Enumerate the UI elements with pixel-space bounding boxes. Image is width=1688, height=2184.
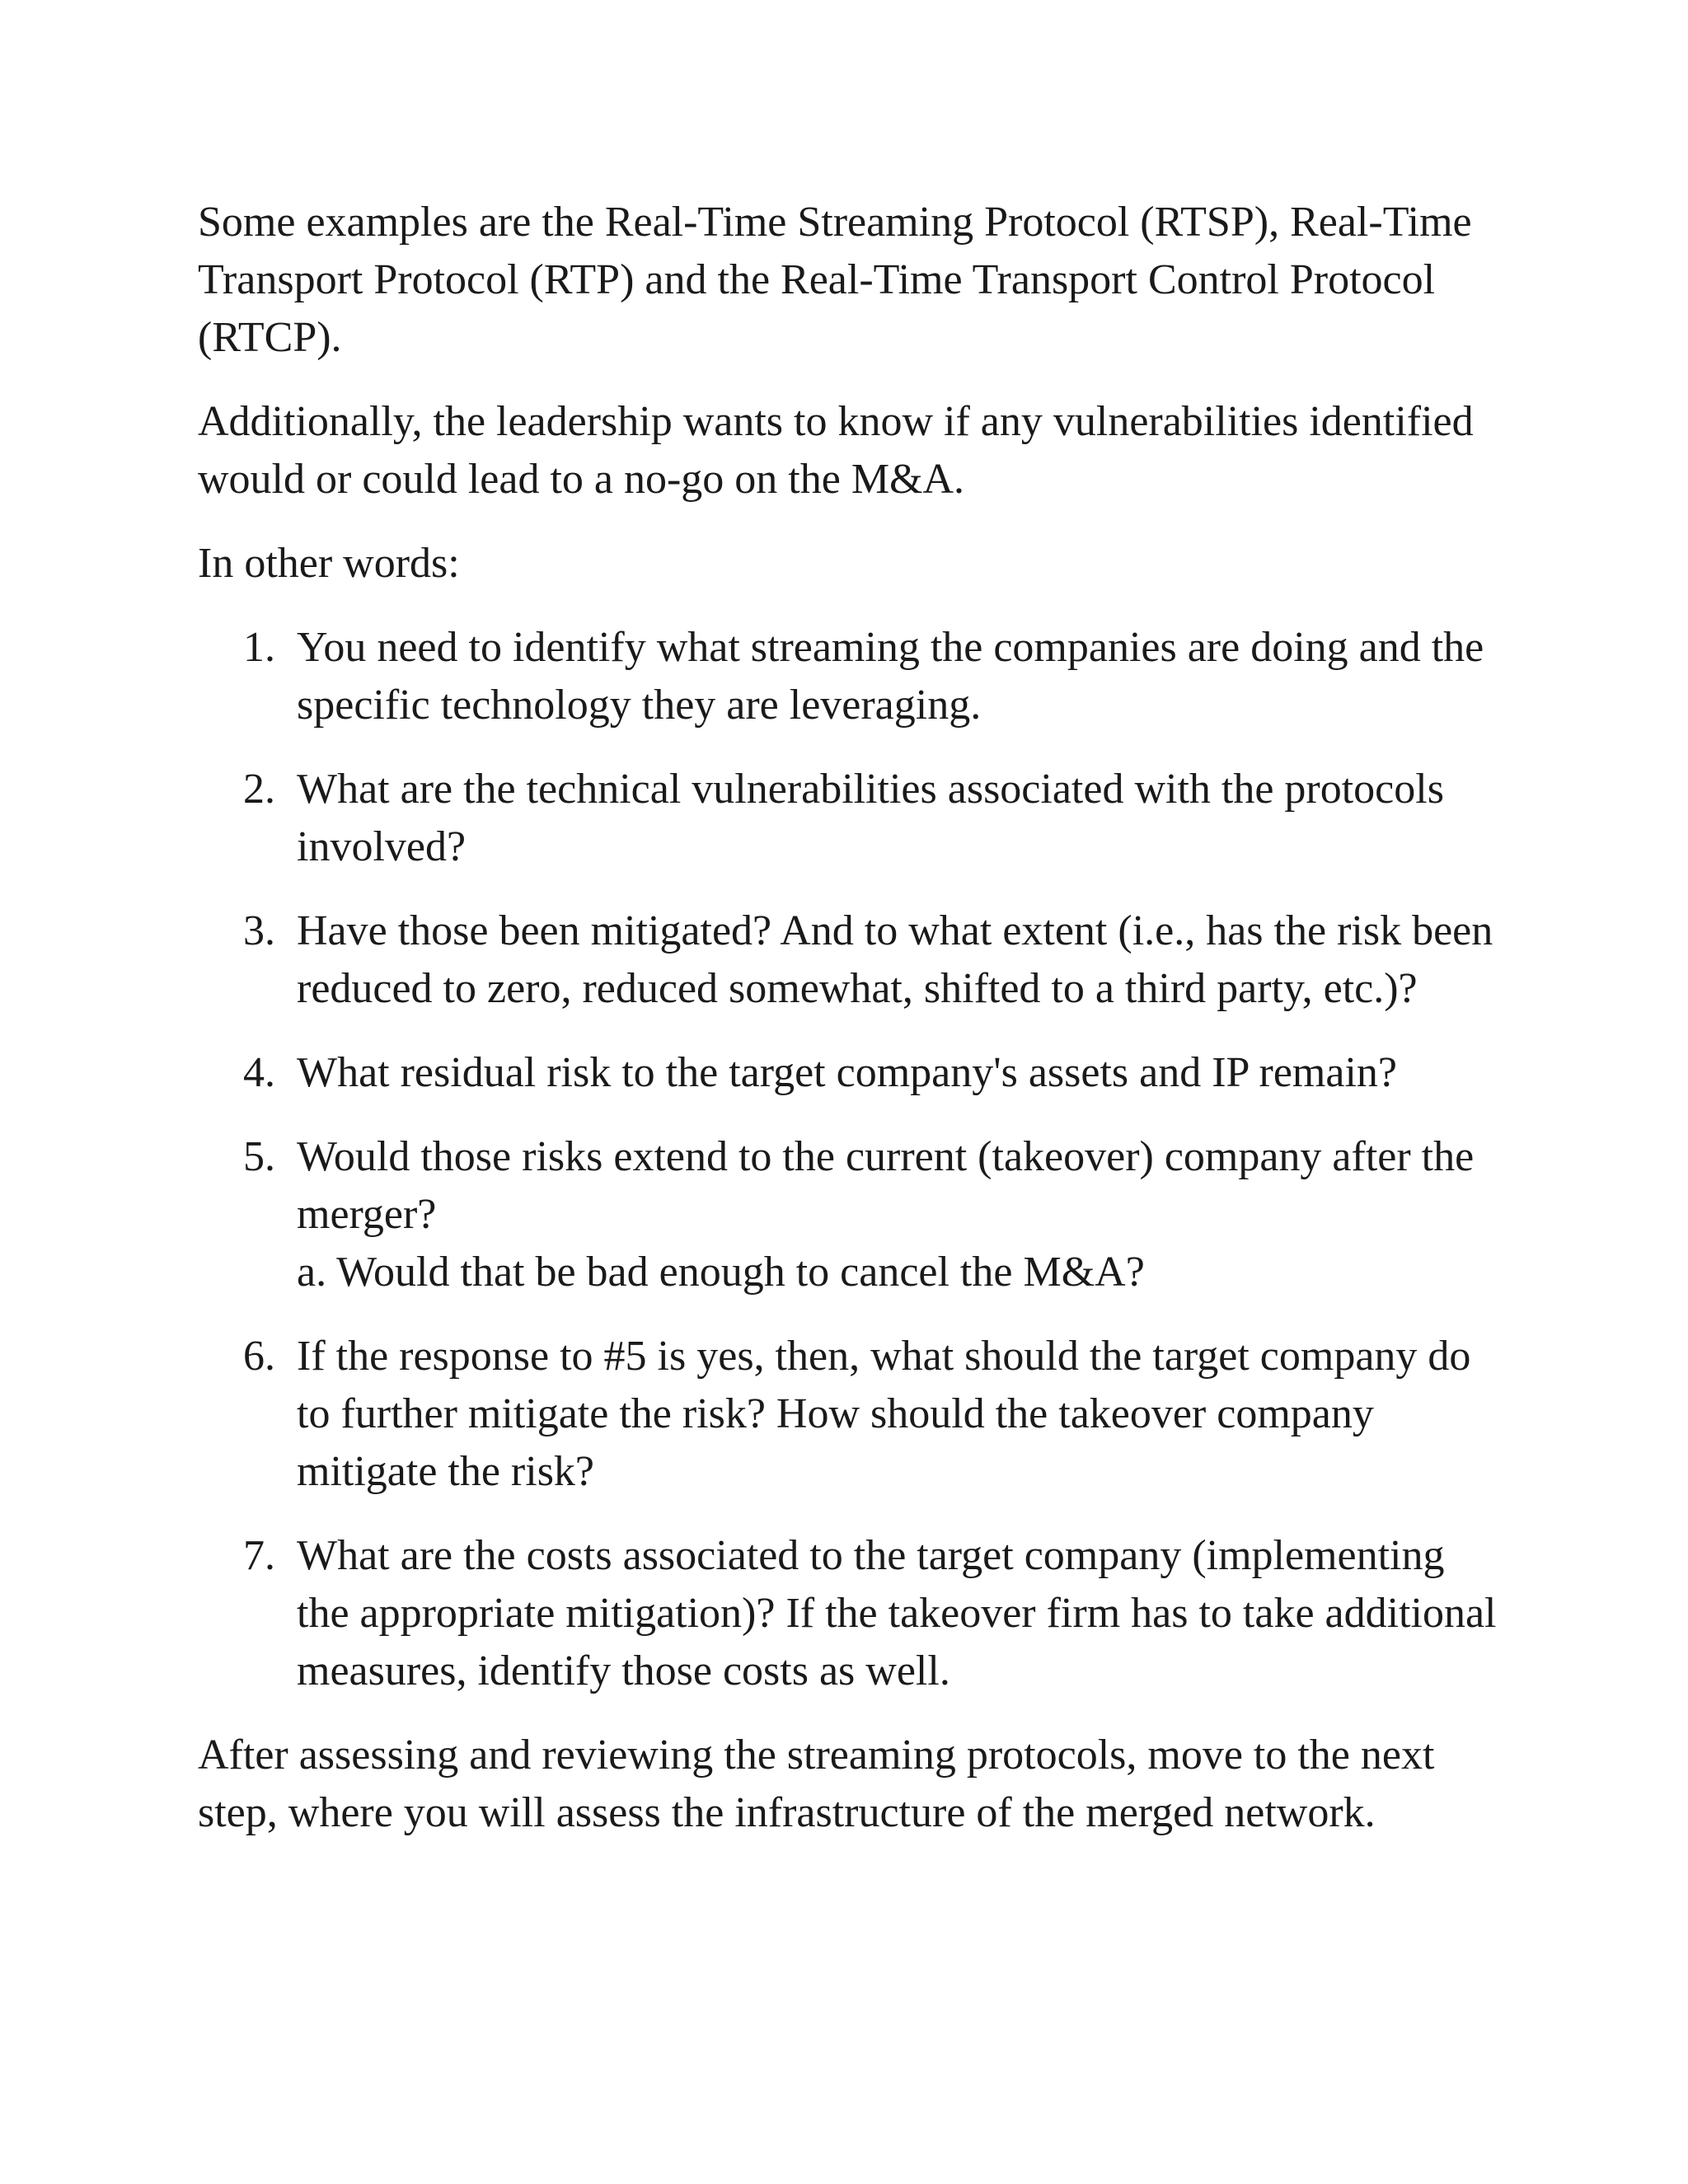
list-item-text: What are the technical vulnerabilities associated with the protocols involved? [297,766,1444,870]
list-item-text: Would those risks extend to the current (takeover) company after the merger? [297,1133,1475,1238]
list-item [198,1044,1504,1102]
list-item-text: What are the costs associated to the target company (implementing the appropriate mitigation)? If the takeover firm has to take additional measures, identify those costs as well. [297,1532,1497,1694]
list-item-text: You need to identify what streaming the companies are doing and the specific technology they are leveraging. [297,624,1484,729]
list-item-number: 2. [243,766,275,813]
list-item-number: 7. [243,1532,275,1579]
intro-paragraph: Some examples are the Real-Time Streaming Protocol (RTSP), Real-Time Transport Protocol (RTP) and the Real-Time Transport Control Protocol (RTCP). [198,199,1472,361]
list-item [198,1527,1504,1700]
in-other-words-paragraph: In other words: [198,540,460,587]
list-item [198,1128,1504,1301]
list-item-text: If the response to #5 is yes, then, what should the target company do to further mitigate the risk? How should the takeover company mitigate the risk? [297,1333,1471,1495]
document-page [198,194,1504,1868]
list-item-number: 4. [243,1049,275,1096]
list-item [198,902,1504,1018]
closing-paragraph: After assessing and reviewing the streaming protocols, move to the next step, where you will assess the infrastructure of the merged network. [198,1732,1435,1836]
list-item [198,1328,1504,1501]
list-item-number: 6. [243,1333,275,1380]
leadership-paragraph: Additionally, the leadership wants to know if any vulnerabilities identified would or could lead to a no-go on the M&A. [198,398,1474,503]
list-item-number: 5. [243,1133,275,1180]
sub-item-text: a. Would that be bad enough to cancel the M&A? [297,1249,1145,1296]
list-item-text: Have those been mitigated? And to what extent (i.e., has the risk been reduced to zero, reduced somewhat, shifted to a third party, etc.)? [297,907,1493,1012]
list-item [198,761,1504,876]
list-item-number: 1. [243,624,275,671]
list-item-text: What residual risk to the target company's assets and IP remain? [297,1049,1397,1096]
list-item-number: 3. [243,907,275,954]
list-item [198,619,1504,734]
question-list [198,619,1504,1700]
